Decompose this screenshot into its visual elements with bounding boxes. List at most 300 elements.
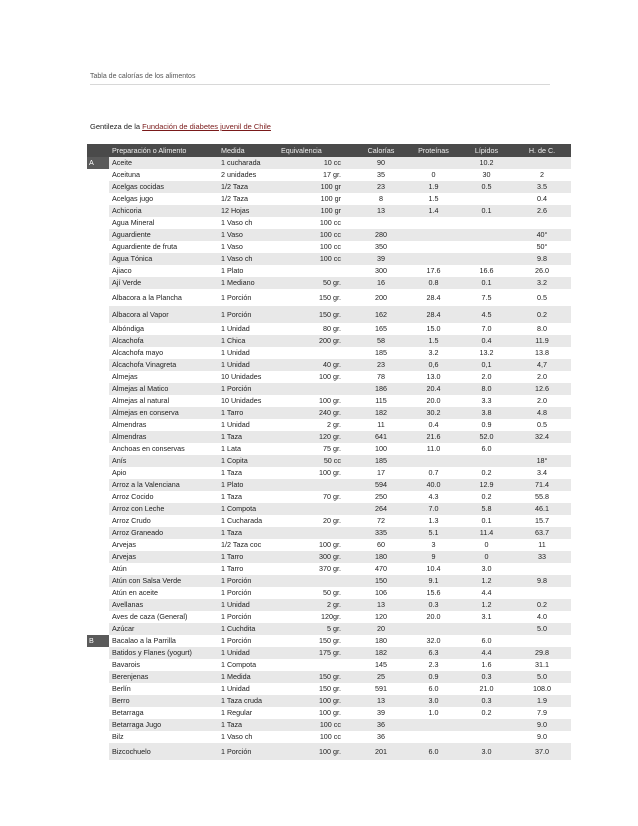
carbs: 3.4 bbox=[537, 468, 547, 477]
table-row bbox=[87, 277, 571, 289]
lipids bbox=[460, 731, 513, 743]
row-letter bbox=[87, 731, 109, 743]
calories: 162 bbox=[355, 306, 407, 323]
food-name: Albacora a la Plancha bbox=[112, 293, 182, 302]
row-letter bbox=[87, 515, 109, 527]
food-name: Almendras bbox=[112, 420, 147, 429]
row-letter bbox=[87, 306, 109, 323]
row-letter bbox=[87, 371, 109, 383]
measure: 1 Porción bbox=[221, 612, 252, 621]
proteins: 1.9 bbox=[407, 181, 460, 193]
row-letter: A bbox=[87, 157, 109, 169]
lipids: 8.0 bbox=[460, 383, 513, 395]
carbs: 9.0 bbox=[513, 719, 571, 731]
proteins: 11.0 bbox=[426, 444, 441, 453]
carbs: 11.9 bbox=[513, 335, 571, 347]
measure: 1 Chica bbox=[218, 335, 281, 347]
measure: 1 Plato bbox=[221, 266, 244, 275]
carbs: 7.9 bbox=[537, 708, 547, 717]
measure: 1 Vaso ch bbox=[218, 253, 281, 265]
calories: 106 bbox=[375, 588, 387, 597]
measure: 1 Medida bbox=[218, 671, 281, 683]
proteins: 20.0 bbox=[426, 612, 441, 621]
row-letter bbox=[87, 743, 109, 760]
calories bbox=[355, 217, 407, 229]
lipids: 11.4 bbox=[460, 527, 513, 539]
row-letter bbox=[87, 323, 109, 335]
proteins bbox=[407, 731, 460, 743]
carbs: 11 bbox=[538, 540, 546, 549]
food-name: Acelgas cocidas bbox=[109, 181, 218, 193]
lipids: 3.3 bbox=[481, 396, 492, 405]
calories: 185 bbox=[355, 455, 407, 467]
measure: 2 unidades bbox=[221, 170, 257, 179]
proteins: 20.4 bbox=[407, 383, 460, 395]
proteins: 28.4 bbox=[426, 293, 441, 302]
carbs: 33 bbox=[513, 551, 571, 563]
proteins: 1.0 bbox=[428, 708, 439, 717]
carbs: 37.0 bbox=[513, 743, 571, 760]
proteins: 30.2 bbox=[407, 407, 460, 419]
lipids: 7.0 bbox=[481, 324, 492, 333]
lipids: 3.0 bbox=[460, 743, 513, 760]
lipids: 0,1 bbox=[460, 359, 513, 371]
row-letter bbox=[87, 443, 109, 455]
row-letter bbox=[87, 623, 109, 635]
proteins: 13.0 bbox=[426, 372, 441, 381]
lipids: 52.0 bbox=[460, 431, 513, 443]
equivalence: 2 gr. bbox=[327, 420, 341, 429]
lipids: 1.6 bbox=[481, 660, 492, 669]
food-name: Almendras bbox=[109, 431, 218, 443]
measure: 10 Unidades bbox=[221, 372, 262, 381]
equivalence: 100 gr bbox=[281, 205, 355, 217]
food-name: Berlín bbox=[112, 684, 131, 693]
carbs bbox=[513, 635, 571, 647]
lipids: 0.3 bbox=[460, 695, 513, 707]
table-row bbox=[87, 707, 571, 719]
food-name: Albacora al Vapor bbox=[109, 306, 218, 323]
proteins: 2.3 bbox=[428, 660, 439, 669]
row-letter bbox=[87, 229, 109, 241]
calories: 17 bbox=[377, 468, 385, 477]
food-name: Arroz Graneado bbox=[109, 527, 218, 539]
food-name: Azúcar bbox=[109, 623, 218, 635]
carbs: 15.7 bbox=[535, 516, 549, 525]
row-letter bbox=[87, 479, 109, 491]
calorie-table bbox=[87, 144, 571, 760]
row-letter bbox=[87, 455, 109, 467]
credit-line bbox=[90, 122, 271, 131]
lipids bbox=[460, 719, 513, 731]
row-letter bbox=[87, 205, 109, 217]
measure: 1 Unidad bbox=[218, 359, 281, 371]
row-letter bbox=[87, 193, 109, 205]
measure: 1/2 Taza coc bbox=[221, 540, 262, 549]
equivalence: 150 gr. bbox=[281, 306, 355, 323]
table-row bbox=[87, 419, 571, 431]
row-letter bbox=[87, 551, 109, 563]
proteins: 10.4 bbox=[426, 564, 441, 573]
equivalence: 100 cc bbox=[281, 229, 355, 241]
measure: 1/2 Taza bbox=[218, 181, 281, 193]
carbs: 4.8 bbox=[513, 407, 571, 419]
equivalence: 10 cc bbox=[281, 157, 355, 169]
row-letter bbox=[87, 719, 109, 731]
proteins: 6.0 bbox=[407, 743, 460, 760]
row-letter bbox=[87, 407, 109, 419]
table-row bbox=[87, 719, 571, 731]
equivalence: 150 gr. bbox=[281, 671, 355, 683]
proteins: 3 bbox=[431, 540, 436, 549]
lipids: 6.0 bbox=[481, 444, 492, 453]
proteins bbox=[407, 229, 460, 241]
equivalence: 100 cc bbox=[281, 719, 355, 731]
table-header-row bbox=[87, 144, 571, 157]
measure: 1 Tarro bbox=[218, 407, 281, 419]
carbs: 2.0 bbox=[537, 372, 547, 381]
carbs: 0.5 bbox=[537, 420, 547, 429]
measure: 1 Porción bbox=[221, 293, 252, 302]
calories: 72 bbox=[377, 516, 385, 525]
calories: 165 bbox=[375, 324, 387, 333]
calories: 180 bbox=[355, 551, 407, 563]
carbs: 108.0 bbox=[533, 684, 551, 693]
food-name: Avellanas bbox=[109, 599, 218, 611]
measure: 1 Taza bbox=[218, 527, 281, 539]
calories: 180 bbox=[375, 636, 387, 645]
equivalence: 50 cc bbox=[281, 455, 355, 467]
row-letter bbox=[87, 169, 109, 181]
calories: 39 bbox=[377, 708, 385, 717]
table-row bbox=[87, 743, 571, 760]
carbs: 18° bbox=[513, 455, 571, 467]
equivalence: 150 gr. bbox=[319, 684, 341, 693]
proteins: 15.0 bbox=[426, 324, 441, 333]
equivalence: 120gr. bbox=[321, 612, 341, 621]
food-name: Almejas bbox=[112, 372, 138, 381]
lipids: 0.2 bbox=[481, 708, 492, 717]
food-name: Berenjenas bbox=[109, 671, 218, 683]
measure: 1 Regular bbox=[221, 708, 253, 717]
lipids: 4.5 bbox=[460, 306, 513, 323]
table-row bbox=[87, 563, 571, 575]
carbs bbox=[513, 157, 571, 169]
row-letter bbox=[87, 289, 109, 306]
row-letter bbox=[87, 265, 109, 277]
table-row bbox=[87, 527, 571, 539]
lipids: 5.8 bbox=[460, 503, 513, 515]
lipids: 0.1 bbox=[460, 277, 513, 289]
lipids: 0 bbox=[484, 540, 489, 549]
equivalence bbox=[281, 265, 355, 277]
carbs: 9.8 bbox=[513, 253, 571, 265]
measure: 1 Cuchdita bbox=[218, 623, 281, 635]
measure: 1 Porción bbox=[218, 383, 281, 395]
equivalence: 40 gr. bbox=[281, 359, 355, 371]
row-letter bbox=[87, 383, 109, 395]
header-equivalence: Equivalencia bbox=[281, 144, 355, 157]
equivalence: 100 gr. bbox=[319, 708, 341, 717]
equivalence: 50 gr. bbox=[323, 588, 341, 597]
measure: 1 Porción bbox=[221, 636, 252, 645]
carbs bbox=[513, 443, 571, 455]
row-letter bbox=[87, 647, 109, 659]
food-name: Arvejas bbox=[109, 551, 218, 563]
header-food: Preparación o Alimento bbox=[109, 144, 218, 157]
calories: 78 bbox=[377, 372, 385, 381]
equivalence: 100 gr bbox=[281, 181, 355, 193]
table-row bbox=[87, 265, 571, 277]
measure: 1 Cucharada bbox=[221, 516, 263, 525]
calories: 182 bbox=[355, 407, 407, 419]
table-row bbox=[87, 647, 571, 659]
row-letter bbox=[87, 527, 109, 539]
measure: 10 Unidades bbox=[221, 396, 262, 405]
calories: 90 bbox=[355, 157, 407, 169]
food-name: Ají Verde bbox=[109, 277, 218, 289]
header-proteins: Proteínas bbox=[407, 144, 460, 157]
table-row bbox=[87, 611, 571, 623]
equivalence: 80 gr. bbox=[323, 324, 341, 333]
row-letter bbox=[87, 217, 109, 229]
table-row bbox=[87, 731, 571, 743]
carbs: 0.4 bbox=[537, 194, 547, 203]
proteins: 17.6 bbox=[426, 266, 441, 275]
calories: 36 bbox=[377, 732, 385, 741]
proteins: 3.2 bbox=[428, 348, 439, 357]
proteins bbox=[407, 623, 460, 635]
equivalence: 5 gr. bbox=[281, 623, 355, 635]
proteins: 1.5 bbox=[428, 194, 439, 203]
table-row bbox=[87, 395, 571, 407]
lipids: 0 bbox=[460, 551, 513, 563]
row-letter bbox=[87, 695, 109, 707]
carbs: 26.0 bbox=[535, 266, 549, 275]
credit-link[interactable]: Fundación de diabetes juvenil de Chile bbox=[142, 122, 271, 131]
carbs: 3.5 bbox=[513, 181, 571, 193]
header-lipids: Lípidos bbox=[460, 144, 513, 157]
food-name: Arroz a la Valenciana bbox=[109, 479, 218, 491]
equivalence bbox=[281, 347, 355, 359]
calories: 250 bbox=[375, 492, 387, 501]
table-row bbox=[87, 635, 571, 647]
table-row bbox=[87, 443, 571, 455]
equivalence: 100 cc bbox=[319, 242, 341, 251]
food-name: Aguardiente de fruta bbox=[112, 242, 178, 251]
row-letter bbox=[87, 599, 109, 611]
table-row bbox=[87, 659, 571, 671]
measure: 1 Vaso bbox=[221, 242, 243, 251]
table-row bbox=[87, 347, 571, 359]
equivalence: 50 gr. bbox=[281, 277, 355, 289]
measure: 1 Vaso ch bbox=[221, 218, 253, 227]
header-divider bbox=[90, 84, 550, 85]
lipids: 3.1 bbox=[481, 612, 492, 621]
table-row bbox=[87, 253, 571, 265]
lipids: 2.0 bbox=[481, 372, 492, 381]
food-name: Atún bbox=[112, 564, 127, 573]
carbs: 32.4 bbox=[513, 431, 571, 443]
food-name: Arroz con Leche bbox=[109, 503, 218, 515]
food-name: Alcachofa bbox=[109, 335, 218, 347]
proteins: 9.1 bbox=[407, 575, 460, 587]
lipids: 0.1 bbox=[460, 205, 513, 217]
proteins bbox=[407, 217, 460, 229]
food-name: Apio bbox=[112, 468, 127, 477]
header-letter-cell bbox=[87, 144, 109, 157]
table-row bbox=[87, 551, 571, 563]
food-name: Atún con Salsa Verde bbox=[109, 575, 218, 587]
measure: 1 Taza bbox=[218, 431, 281, 443]
table-row bbox=[87, 503, 571, 515]
calories: 58 bbox=[355, 335, 407, 347]
carbs: 4.0 bbox=[537, 612, 547, 621]
carbs: 13.8 bbox=[535, 348, 549, 357]
row-letter bbox=[87, 359, 109, 371]
proteins: 20.0 bbox=[426, 396, 441, 405]
equivalence: 100 cc bbox=[319, 732, 341, 741]
lipids: 4.4 bbox=[481, 588, 492, 597]
proteins: 21.6 bbox=[407, 431, 460, 443]
proteins: 0,6 bbox=[407, 359, 460, 371]
calories: 23 bbox=[355, 359, 407, 371]
table-row bbox=[87, 193, 571, 205]
calories: 13 bbox=[355, 205, 407, 217]
carbs: 50° bbox=[536, 242, 548, 251]
food-name: Bacalao a la Parrilla bbox=[112, 636, 176, 645]
row-letter bbox=[87, 467, 109, 479]
equivalence: 240 gr. bbox=[281, 407, 355, 419]
row-letter bbox=[87, 335, 109, 347]
lipids: 0.2 bbox=[481, 492, 492, 501]
proteins: 5.1 bbox=[407, 527, 460, 539]
table-row bbox=[87, 575, 571, 587]
equivalence: 100 gr. bbox=[319, 396, 341, 405]
lipids: 1.2 bbox=[460, 599, 513, 611]
calories: 641 bbox=[355, 431, 407, 443]
equivalence: 17 gr. bbox=[323, 170, 341, 179]
food-name: Atún en aceite bbox=[112, 588, 158, 597]
food-name: Almejas en conserva bbox=[109, 407, 218, 419]
carbs: 31.1 bbox=[535, 660, 549, 669]
equivalence bbox=[281, 575, 355, 587]
carbs: 55.8 bbox=[535, 492, 549, 501]
proteins: 0.8 bbox=[407, 277, 460, 289]
carbs: 0.2 bbox=[513, 306, 571, 323]
measure: 1 Tarro bbox=[218, 551, 281, 563]
carbs: 29.8 bbox=[513, 647, 571, 659]
measure: 1/2 Taza bbox=[221, 194, 249, 203]
carbs: 8.0 bbox=[537, 324, 547, 333]
equivalence: 300 gr. bbox=[281, 551, 355, 563]
lipids: 6.0 bbox=[481, 636, 492, 645]
calories: 150 bbox=[355, 575, 407, 587]
proteins: 0.9 bbox=[407, 671, 460, 683]
calories: 264 bbox=[355, 503, 407, 515]
lipids: 3.8 bbox=[460, 407, 513, 419]
proteins: 1.4 bbox=[407, 205, 460, 217]
lipids: 4.4 bbox=[460, 647, 513, 659]
food-name: Alcachofa mayo bbox=[112, 348, 164, 357]
food-name: Agua Tónica bbox=[109, 253, 218, 265]
lipids: 1.2 bbox=[460, 575, 513, 587]
carbs: 2.6 bbox=[513, 205, 571, 217]
measure: 1 Porción bbox=[218, 743, 281, 760]
food-name: Ajiaco bbox=[112, 266, 132, 275]
carbs: 5.0 bbox=[513, 671, 571, 683]
lipids: 30 bbox=[482, 170, 491, 179]
row-letter bbox=[87, 395, 109, 407]
measure: 1 Porción bbox=[221, 588, 252, 597]
row-letter bbox=[87, 563, 109, 575]
row-letter bbox=[87, 707, 109, 719]
header-carbs: H. de C. bbox=[513, 144, 571, 157]
equivalence: 150 gr. bbox=[319, 636, 341, 645]
equivalence: 75 gr. bbox=[323, 444, 341, 453]
equivalence: 100 cc bbox=[281, 253, 355, 265]
calories: 8 bbox=[379, 194, 383, 203]
carbs: 9.0 bbox=[537, 732, 547, 741]
table-row bbox=[87, 683, 571, 695]
table-row bbox=[87, 323, 571, 335]
measure: 1 Porción bbox=[218, 306, 281, 323]
measure: 1 Unidad bbox=[218, 599, 281, 611]
table-row bbox=[87, 169, 571, 181]
table-row bbox=[87, 491, 571, 503]
equivalence: 150 gr. bbox=[319, 293, 341, 302]
calories: 16 bbox=[355, 277, 407, 289]
measure: 1 Taza bbox=[221, 468, 243, 477]
table-row bbox=[87, 515, 571, 527]
table-row bbox=[87, 587, 571, 599]
calories: 13 bbox=[355, 695, 407, 707]
table-row bbox=[87, 455, 571, 467]
proteins bbox=[407, 455, 460, 467]
lipids bbox=[460, 193, 513, 205]
calories: 100 bbox=[375, 444, 387, 453]
proteins bbox=[407, 157, 460, 169]
measure: 1 Unidad bbox=[221, 684, 250, 693]
calories: 25 bbox=[355, 671, 407, 683]
measure: 1 Unidad bbox=[221, 324, 250, 333]
measure: 1 Taza bbox=[218, 719, 281, 731]
food-name: Agua Mineral bbox=[112, 218, 155, 227]
table-row bbox=[87, 539, 571, 551]
row-letter bbox=[87, 539, 109, 551]
lipids: 13.2 bbox=[479, 348, 494, 357]
proteins bbox=[407, 241, 460, 253]
proteins: 0 bbox=[431, 170, 436, 179]
lipids bbox=[460, 217, 513, 229]
measure: 1 Unidad bbox=[221, 348, 250, 357]
carbs: 2.0 bbox=[537, 396, 547, 405]
table-row bbox=[87, 671, 571, 683]
lipids bbox=[460, 241, 513, 253]
row-letter bbox=[87, 241, 109, 253]
carbs bbox=[513, 563, 571, 575]
row-letter bbox=[87, 277, 109, 289]
equivalence: 200 gr. bbox=[281, 335, 355, 347]
table-row bbox=[87, 229, 571, 241]
carbs: 46.1 bbox=[513, 503, 571, 515]
table-row bbox=[87, 289, 571, 306]
equivalence bbox=[281, 383, 355, 395]
measure: 1 Copita bbox=[218, 455, 281, 467]
proteins: 4.3 bbox=[428, 492, 439, 501]
row-letter bbox=[87, 503, 109, 515]
lipids bbox=[460, 623, 513, 635]
